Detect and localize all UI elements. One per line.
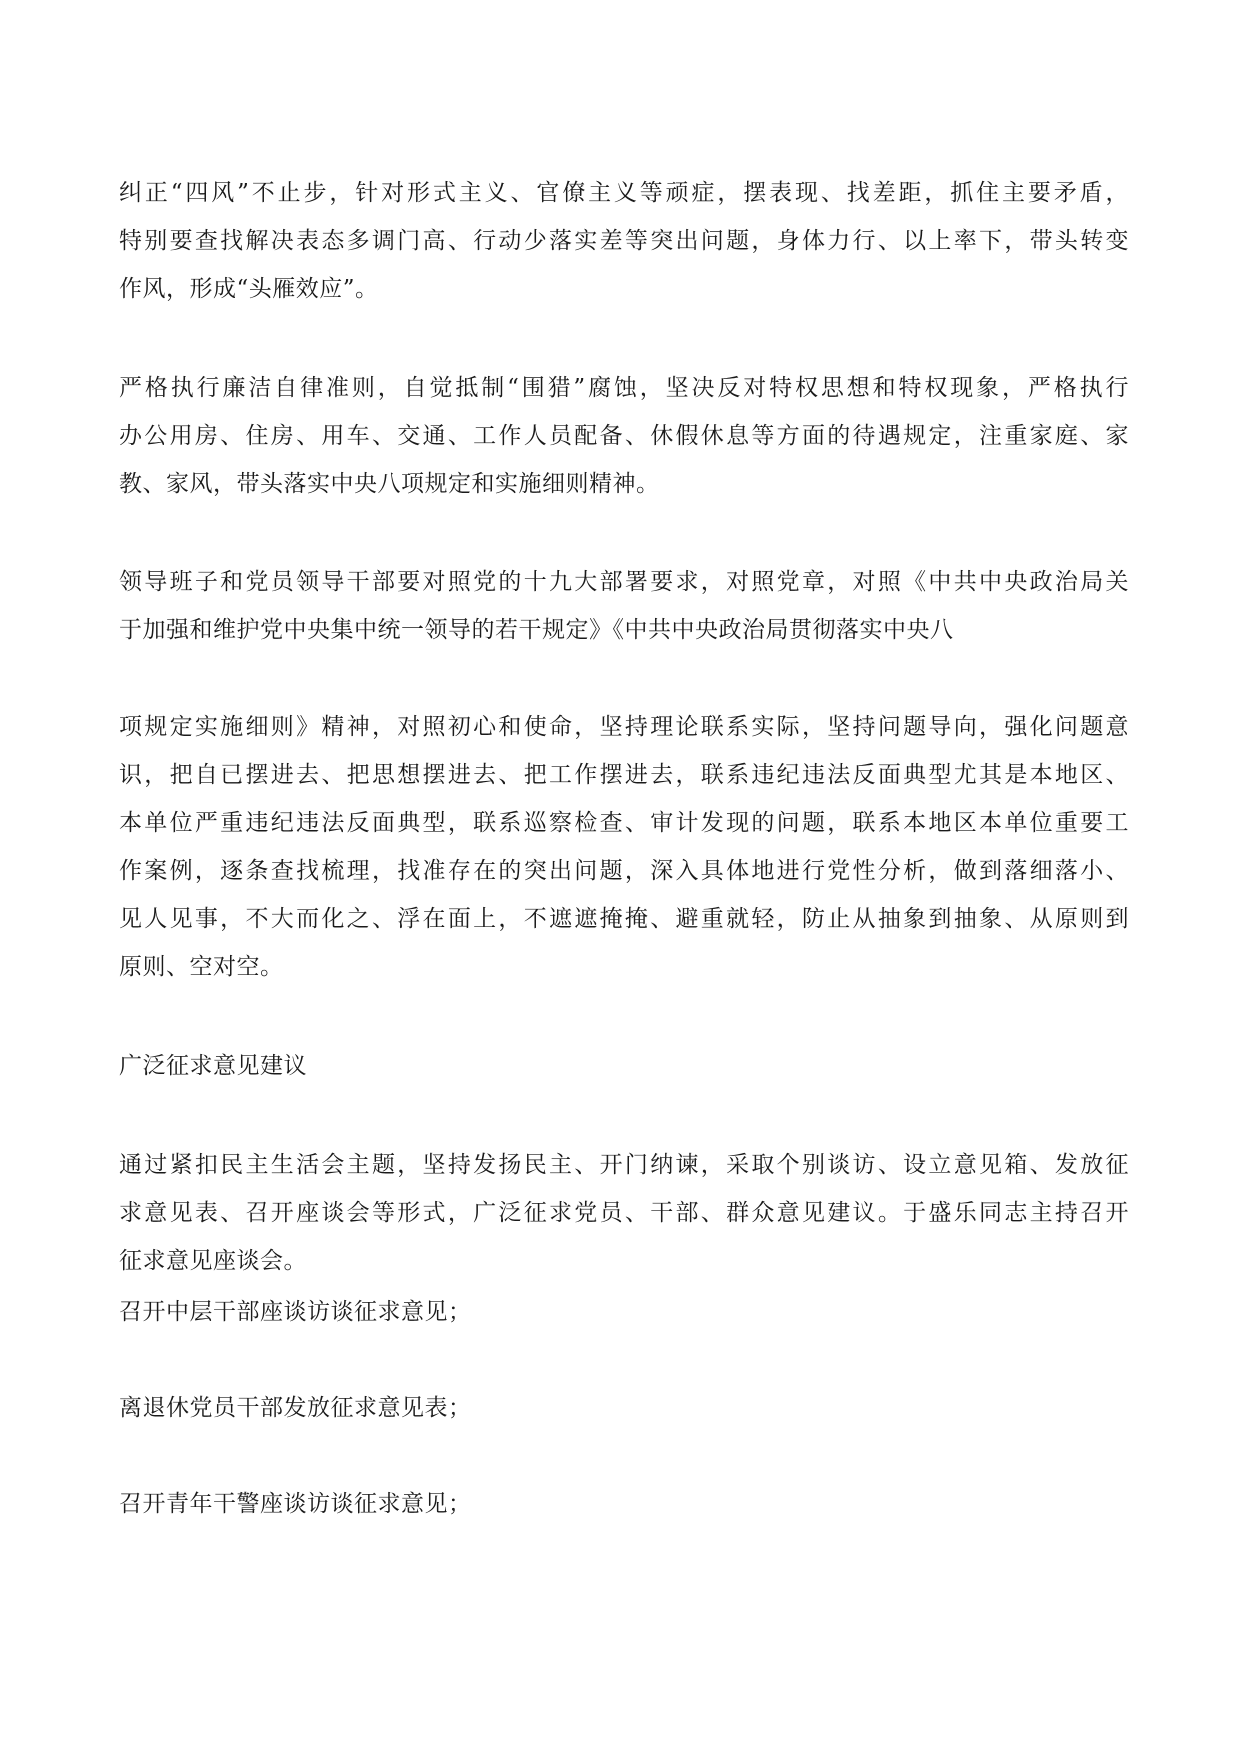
text-line: 通过紧扣民主生活会主题，坚持发扬民主、开门纳谏，采取个别谈访、设立意见箱、发放征 — [119, 1152, 1129, 1178]
text-line: 办公用房、住房、用车、交通、工作人员配备、休假休息等方面的待遇规定，注重家庭、家 — [119, 423, 1129, 449]
paragraph-self-examination — [119, 703, 1129, 991]
text-line: 召开青年干警座谈访谈征求意见； — [119, 1491, 472, 1517]
text-line: 求意见表、召开座谈会等形式，广泛征求党员、干部、群众意见建议。于盛乐同志主持召开 — [119, 1200, 1129, 1226]
list-item-young-officers — [119, 1480, 1129, 1528]
text-line: 于加强和维护党中央集中统一领导的若干规定》《中共中央政治局贯彻落实中央八 — [119, 617, 954, 643]
text-line: 广泛征求意见建议 — [119, 1053, 307, 1079]
text-line: 征求意见座谈会。 — [119, 1248, 307, 1274]
list-item-middle-cadres — [119, 1288, 1129, 1336]
section-heading-solicit-opinions — [119, 1042, 1129, 1090]
text-line: 教、家风，带头落实中央八项规定和实施细则精神。 — [119, 471, 660, 497]
text-line: 作案例，逐条查找梳理，找准存在的突出问题，深入具体地进行党性分析，做到落细落小、 — [119, 858, 1129, 884]
text-line: 严格执行廉洁自律准则，自觉抵制“围猎”腐蚀，坚决反对特权思想和特权现象，严格执行 — [119, 375, 1129, 401]
text-line: 项规定实施细则》精神，对照初心和使命，坚持理论联系实际，坚持问题导向，强化问题意 — [119, 714, 1129, 740]
text-line: 纠正“四风”不止步，针对形式主义、官僚主义等顽症，摆表现、找差距，抓住主要矛盾， — [119, 180, 1129, 206]
text-line: 作风，形成“头雁效应”。 — [119, 276, 379, 302]
paragraph-integrity — [119, 364, 1129, 508]
list-item-retired-members — [119, 1384, 1129, 1432]
text-line: 本单位严重违纪违法反面典型，联系巡察检查、审计发现的问题，联系本地区本单位重要工 — [119, 810, 1129, 836]
text-line: 召开中层干部座谈访谈征求意见； — [119, 1299, 472, 1325]
text-line: 原则、空对空。 — [119, 954, 284, 980]
paragraph-solicit-methods — [119, 1141, 1129, 1285]
paragraph-four-winds — [119, 169, 1129, 313]
text-line: 领导班子和党员领导干部要对照党的十九大部署要求，对照党章，对照《中共中央政治局关 — [119, 569, 1129, 595]
text-line: 离退休党员干部发放征求意见表； — [119, 1395, 472, 1421]
text-line: 识，把自已摆进去、把思想摆进去、把工作摆进去，联系违纪违法反面典型尤其是本地区、 — [119, 762, 1129, 788]
paragraph-leadership-requirements — [119, 558, 1129, 654]
text-line: 见人见事，不大而化之、浮在面上，不遮遮掩掩、避重就轻，防止从抽象到抽象、从原则到 — [119, 906, 1129, 932]
text-line: 特别要查找解决表态多调门高、行动少落实差等突出问题，身体力行、以上率下，带头转变 — [119, 228, 1129, 254]
